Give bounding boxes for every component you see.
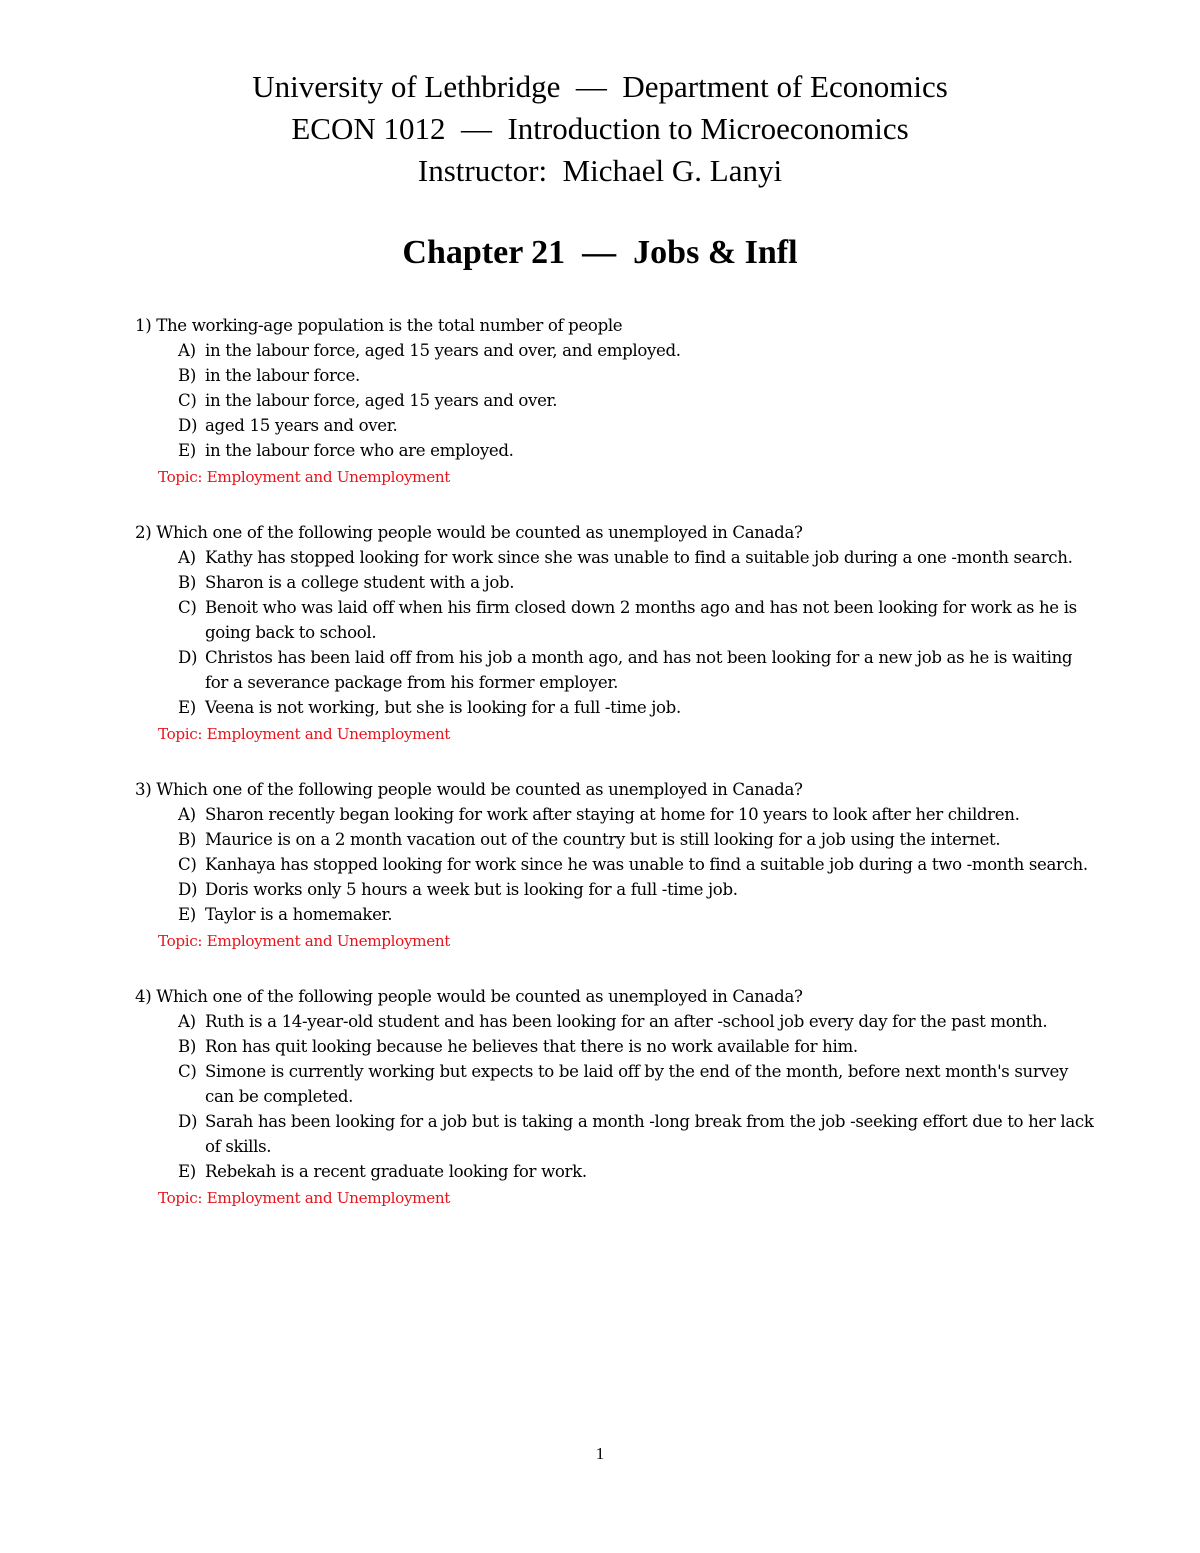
option-text: Kathy has stopped looking for work since she was unable to find a suitable job during a one -month search.: [205, 548, 1073, 567]
option-letter: B): [178, 573, 196, 592]
answer-option-c: [0, 852, 1095, 877]
question-stem: 2) Which one of the following people would be counted as unemployed in Canada?: [135, 523, 803, 542]
answer-option-e: [0, 1159, 1095, 1184]
answer-option-c: [0, 595, 1095, 645]
option-letter: A): [178, 805, 196, 824]
option-letter: A): [178, 548, 196, 567]
topic-label: Topic: Employment and Unemployment: [158, 725, 451, 743]
option-text: Rebekah is a recent graduate looking for work.: [205, 1162, 587, 1181]
answer-option-b: [0, 363, 1095, 388]
topic-label: Topic: Employment and Unemployment: [158, 468, 451, 486]
answer-option-a: [0, 545, 1095, 570]
answer-option-c: [0, 388, 1095, 413]
topic-label: Topic: Employment and Unemployment: [158, 1189, 451, 1207]
option-text: Simone is currently working but expects to be laid off by the end of the month, before next month's survey can be completed.: [205, 1062, 1068, 1106]
option-letter: D): [178, 416, 198, 435]
option-text: aged 15 years and over.: [205, 416, 398, 435]
option-letter: B): [178, 366, 196, 385]
question-stem: 3) Which one of the following people would be counted as unemployed in Canada?: [135, 780, 803, 799]
answer-option-a: [0, 338, 1095, 363]
option-letter: E): [178, 441, 196, 460]
question-list: [0, 313, 1200, 1241]
answer-option-c: [0, 1059, 1095, 1109]
option-text: Benoit who was laid off when his firm closed down 2 months ago and has not been looking for work as he is going back to school.: [205, 598, 1077, 642]
option-text: Maurice is on a 2 month vacation out of the country but is still looking for a job using the internet.: [205, 830, 1001, 849]
option-letter: B): [178, 830, 196, 849]
option-text: in the labour force.: [205, 366, 360, 385]
option-text: Veena is not working, but she is looking for a full -time job.: [205, 698, 681, 717]
option-letter: E): [178, 698, 196, 717]
option-text: in the labour force, aged 15 years and over, and employed.: [205, 341, 681, 360]
answer-option-e: [0, 438, 1095, 463]
option-letter: C): [178, 391, 197, 410]
option-text: Christos has been laid off from his job a month ago, and has not been looking for a new job as he is waiting for a severance package from his former employer.: [205, 648, 1073, 692]
question-4: [0, 984, 1200, 1213]
option-text: Taylor is a homemaker.: [205, 905, 393, 924]
answer-option-a: [0, 802, 1095, 827]
option-text: Kanhaya has stopped looking for work since he was unable to find a suitable job during a two -month search.: [205, 855, 1088, 874]
answer-option-b: [0, 827, 1095, 852]
option-letter: E): [178, 905, 196, 924]
option-letter: E): [178, 1162, 196, 1181]
question-stem: 4) Which one of the following people would be counted as unemployed in Canada?: [135, 987, 803, 1006]
answer-option-d: [0, 413, 1095, 438]
answer-option-d: [0, 1109, 1095, 1159]
option-text: Sharon is a college student with a job.: [205, 573, 515, 592]
document-header: [0, 66, 1200, 192]
option-text: Sarah has been looking for a job but is taking a month -long break from the job -seeking effort due to her lack of skills.: [205, 1112, 1094, 1156]
option-text: Doris works only 5 hours a week but is looking for a full -time job.: [205, 880, 738, 899]
question-3: [0, 777, 1200, 956]
option-letter: D): [178, 880, 198, 899]
option-letter: C): [178, 1062, 197, 1081]
chapter-title: Chapter 21 — Jobs & Infl: [402, 234, 798, 271]
option-text: in the labour force, aged 15 years and over.: [205, 391, 558, 410]
header-course-line: ECON 1012 — Introduction to Microeconomics: [291, 111, 909, 146]
option-text: Ruth is a 14-year-old student and has been looking for an after -school job every day for the past month.: [205, 1012, 1048, 1031]
option-letter: A): [178, 1012, 196, 1031]
answer-option-a: [0, 1009, 1095, 1034]
answer-option-b: [0, 570, 1095, 595]
answer-option-e: [0, 695, 1095, 720]
answer-option-d: [0, 877, 1095, 902]
page-number: 1: [595, 1444, 605, 1463]
answer-option-b: [0, 1034, 1095, 1059]
question-stem: 1) The working-age population is the total number of people: [135, 316, 623, 335]
option-text: in the labour force who are employed.: [205, 441, 514, 460]
option-letter: A): [178, 341, 196, 360]
answer-option-d: [0, 645, 1095, 695]
option-text: Ron has quit looking because he believes that there is no work available for him.: [205, 1037, 858, 1056]
option-letter: D): [178, 1112, 198, 1131]
question-1: [0, 313, 1200, 492]
question-2: [0, 520, 1200, 749]
header-instructor-line: Instructor: Michael G. Lanyi: [417, 153, 783, 188]
answer-option-e: [0, 902, 1095, 927]
option-text: Sharon recently began looking for work after staying at home for 10 years to look after her children.: [205, 805, 1020, 824]
option-letter: C): [178, 598, 197, 617]
option-letter: C): [178, 855, 197, 874]
option-letter: D): [178, 648, 198, 667]
option-letter: B): [178, 1037, 196, 1056]
topic-label: Topic: Employment and Unemployment: [158, 932, 451, 950]
header-university-line: University of Lethbridge — Department of Economics: [252, 69, 948, 104]
